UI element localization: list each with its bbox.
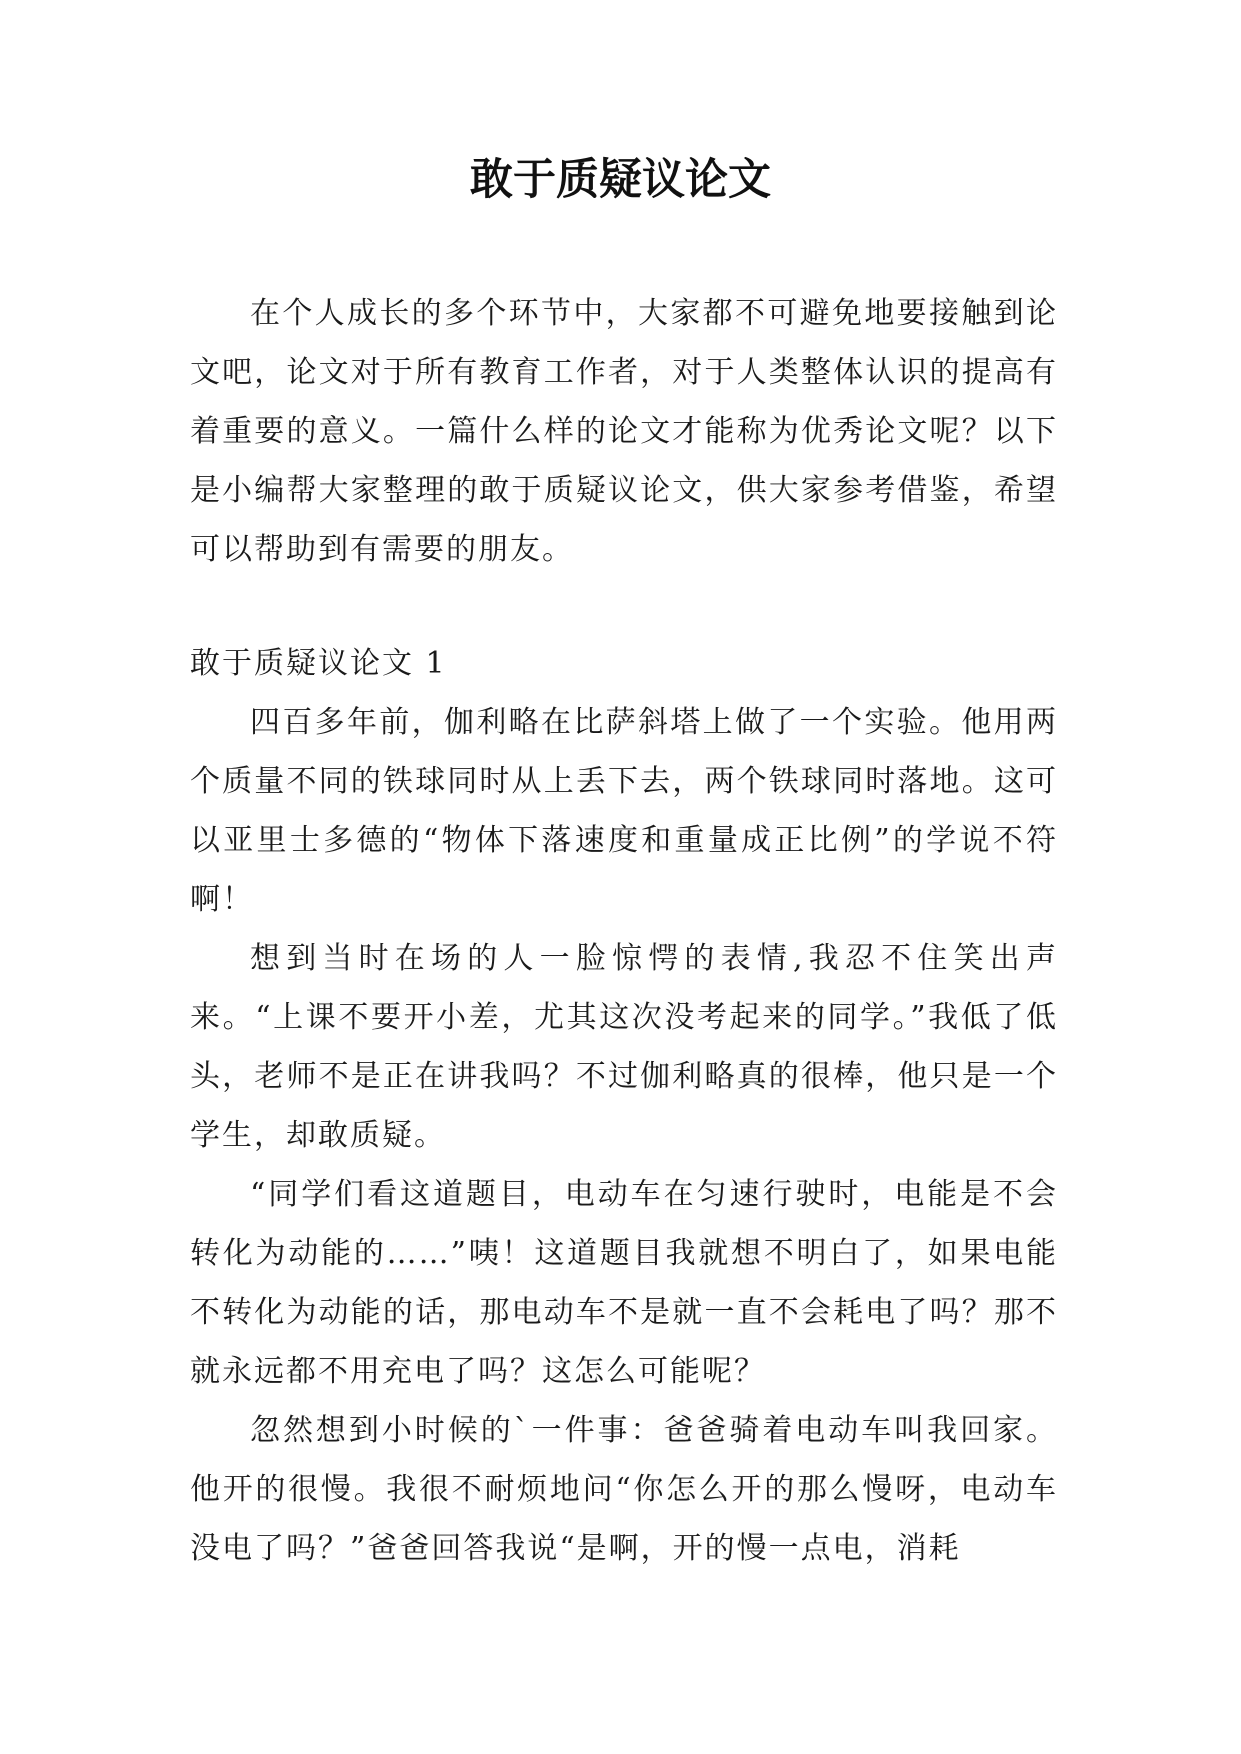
intro-block bbox=[190, 284, 1058, 579]
body-paragraph: 忽然想到小时候的`一件事：爸爸骑着电动车叫我回家。他开的很慢。我很不耐烦地问“你怎么开的那么慢呀，电动车没电了吗？”爸爸回答我说“是啊，开的慢一点电，消耗 bbox=[190, 1413, 1058, 1566]
body-paragraph: 四百多年前，伽利略在比萨斜塔上做了一个实验。他用两个质量不同的铁球同时从上丢下去，两个铁球同时落地。这可以亚里士多德的“物体下落速度和重量成正比例”的学说不符啊！ bbox=[190, 705, 1058, 917]
section-heading: 敢于质疑议论文 1 bbox=[190, 646, 447, 681]
body-paragraph: “同学们看这道题目，电动车在匀速行驶时，电能是不会转化为动能的……”咦！这道题目我就想不明白了，如果电能不转化为动能的话，那电动车不是就一直不会耗电了吗？那不就永远都不用充电了吗？这怎么可能呢？ bbox=[190, 1177, 1058, 1389]
section-body bbox=[190, 693, 1058, 1578]
intro-paragraph: 在个人成长的多个环节中，大家都不可避免地要接触到论文吧，论文对于所有教育工作者，对于人类整体认识的提高有着重要的意义。一篇什么样的论文才能称为优秀论文呢？以下是小编帮大家整理的敢于质疑议论文，供大家参考借鉴，希望可以帮助到有需要的朋友。 bbox=[190, 296, 1058, 567]
document-title: 敢于质疑议论文 bbox=[470, 155, 771, 205]
body-paragraph: 想到当时在场的人一脸惊愕的表情,我忍不住笑出声来。“上课不要开小差，尤其这次没考起来的同学。”我低了低头，老师不是正在讲我吗？不过伽利略真的很棒，他只是一个学生，却敢质疑。 bbox=[190, 941, 1058, 1153]
